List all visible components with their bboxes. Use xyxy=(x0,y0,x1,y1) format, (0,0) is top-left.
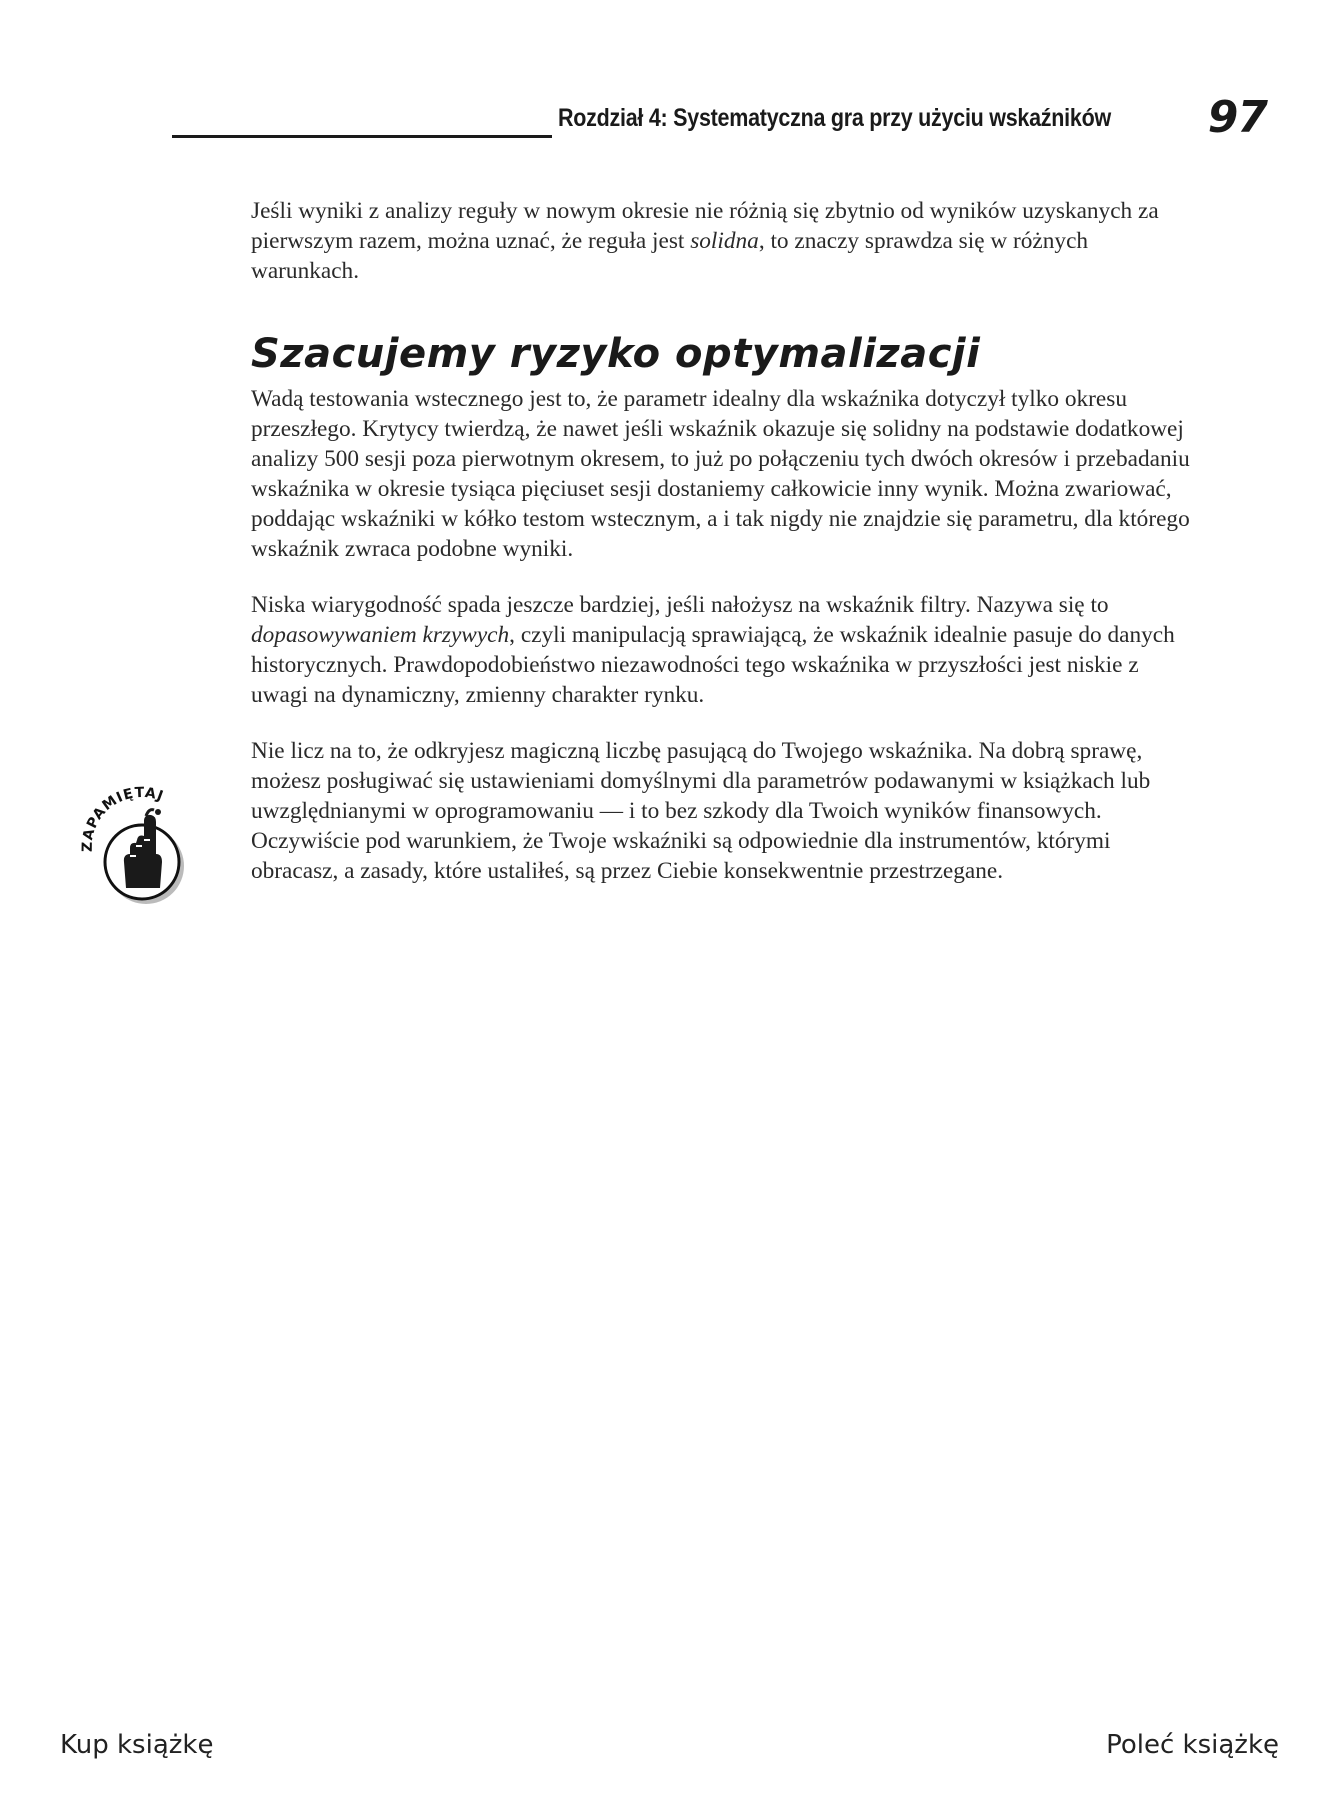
chapter-title: Rozdział 4: Systematyczna gra przy użyciu wskaźników xyxy=(558,104,1111,132)
paragraph-3: Niska wiarygodność spada jeszcze bardziej, jeśli nałożysz na wskaźnik filtry. Nazywa się to dopasowywaniem krzywych, czyli manipulacją sprawiającą, że wskaźnik idealnie pasuje do danych historycznych. Prawdopodobieństwo niezawodności tego wskaźnika w przyszłości jest niskie z uwagi na dynamiczny, zmienny charakter rynku. xyxy=(251,592,1175,708)
page-content xyxy=(251,196,1201,912)
paragraph-1: Jeśli wyniki z analizy reguły w nowym okresie nie różnią się zbytnio od wyników uzyskanych za pierwszym razem, można uznać, że reguła jest solidna, to znaczy sprawdza się w różnych warunkach. xyxy=(251,198,1159,284)
header-rule xyxy=(172,135,552,138)
page-number: 97 xyxy=(1207,92,1267,143)
svg-text:ZAPAMIĘTAJ: ZAPAMIĘTAJ xyxy=(79,784,166,853)
recommend-book-link[interactable]: Poleć książkę xyxy=(1106,1730,1279,1760)
remember-hand-icon xyxy=(70,770,210,910)
buy-book-link[interactable]: Kup książkę xyxy=(60,1730,214,1760)
section-title: Szacujemy ryzyko optymalizacji xyxy=(251,331,981,377)
paragraph-4: Nie licz na to, że odkryjesz magiczną liczbę pasującą do Twojego wskaźnika. Na dobrą sprawę, możesz posługiwać się ustawieniami domyślnymi dla parametrów podawanymi w książkach lub uwzględnianymi w oprogramowaniu — i to bez szkody dla Twoich wyników finansowych. Oczywiście pod warunkiem, że Twoje wskaźniki są odpowiednie dla instrumentów, którymi obracasz, a zasady, które ustaliłeś, są przez Ciebie konsekwentnie przestrzegane. xyxy=(251,738,1151,884)
paragraph-2: Wadą testowania wstecznego jest to, że parametr idealny dla wskaźnika dotyczył tylko okresu przeszłego. Krytycy twierdzą, że nawet jeśli wskaźnik okazuje się solidny na podstawie dodatkowej analizy 500 sesji poza pierwotnym okresem, to już po połączeniu tych dwóch okresów i przebadaniu wskaźnika w okresie tysiąca pięciuset sesji dostaniemy całkowicie inny wynik. Można zwariować, poddając wskaźniki w kółko testom wstecznym, a i tak nigdy nie znajdzie się parametru, dla którego wskaźnik zwraca podobne wyniki. xyxy=(251,386,1190,562)
